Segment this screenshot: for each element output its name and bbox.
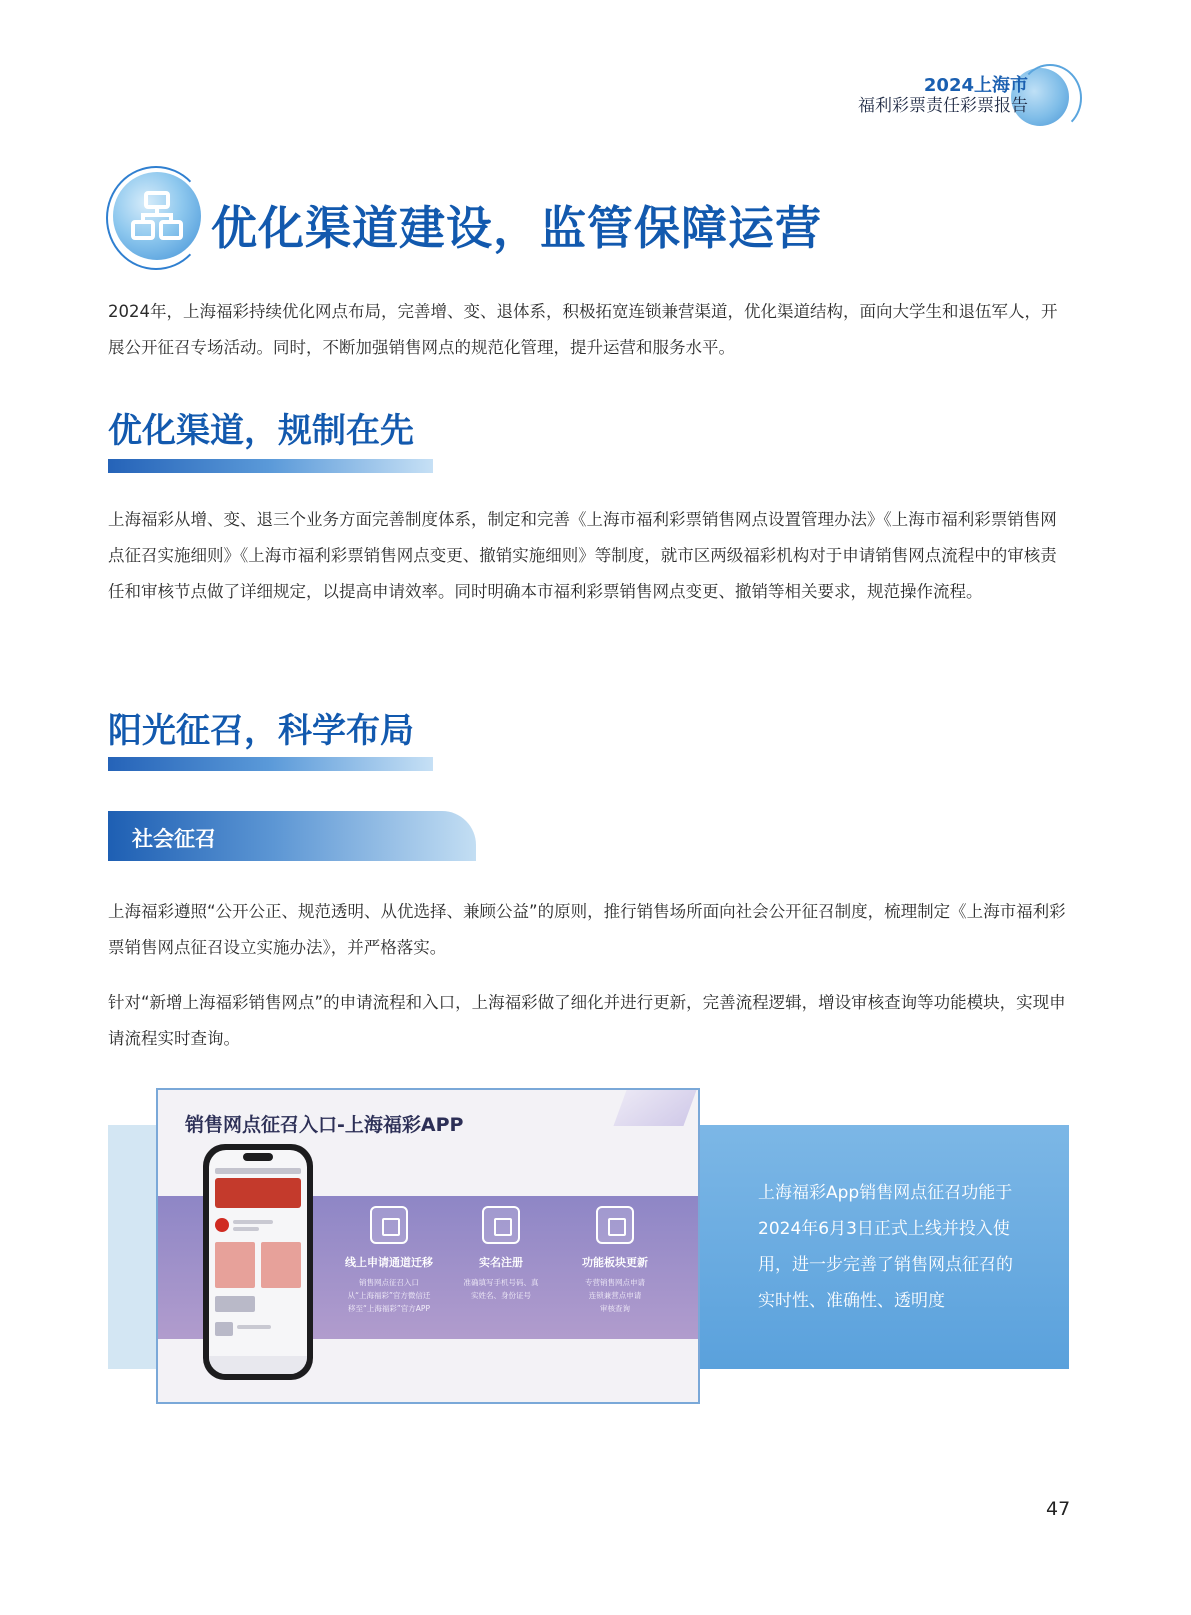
phone-thumb	[215, 1322, 233, 1336]
feature-real-name	[446, 1206, 556, 1302]
feature-desc-line: 专营销售网点申请	[585, 1278, 645, 1287]
phone-status-bar	[215, 1168, 301, 1174]
page-number: 47	[1046, 1498, 1071, 1520]
subsection-title-1: 优化渠道，规制在先	[108, 411, 414, 451]
subsection-underline-2	[108, 757, 433, 771]
header-year-city: 2024上海市	[923, 75, 1028, 96]
phone-text-line	[237, 1325, 271, 1329]
phone-app-banner	[215, 1178, 301, 1208]
screenshot-decor	[613, 1090, 696, 1126]
app-logo-icon	[215, 1218, 229, 1232]
org-chart-icon	[131, 190, 183, 242]
phone-notch	[243, 1153, 273, 1161]
building-icon	[596, 1206, 634, 1244]
app-screenshot	[156, 1088, 700, 1404]
feature-title: 线上申请通道迁移	[345, 1256, 433, 1269]
feature-desc-line: 从“上海福彩”官方微信迁	[347, 1291, 431, 1300]
figure-caption: 上海福彩App销售网点征召功能于2024年6月3日正式上线并投入使用，进一步完善了销售网点征召的实时性、准确性、透明度	[758, 1183, 1013, 1311]
feature-desc-line: 实姓名、身份证号	[471, 1291, 531, 1300]
phone-thumb	[215, 1296, 255, 1312]
report-header	[858, 76, 1028, 116]
id-card-icon	[482, 1206, 520, 1244]
social-recruit-tag	[108, 811, 476, 861]
feature-title: 功能板块更新	[582, 1256, 648, 1269]
feature-title: 实名注册	[479, 1256, 523, 1269]
subsection-title-2: 阳光征召，科学布局	[108, 711, 414, 751]
phone-text-line	[233, 1220, 273, 1224]
grid-app-icon	[370, 1206, 408, 1244]
feature-desc-line: 移至“上海福彩”官方APP	[348, 1304, 430, 1313]
feature-module-update	[560, 1206, 670, 1315]
phone-bottom-nav	[209, 1356, 307, 1374]
feature-desc-line: 连锁兼营点申请	[588, 1291, 642, 1300]
header-report-name: 福利彩票责任彩票报告	[858, 95, 1028, 116]
feature-desc-line: 审核查询	[600, 1304, 630, 1313]
tag-label: 社会征召	[132, 827, 216, 851]
phone-text-line	[233, 1227, 259, 1231]
section-title: 优化渠道建设，监管保障运营	[211, 201, 822, 255]
screenshot-title: 销售网点征召入口-上海福彩APP	[185, 1114, 464, 1136]
subsection-underline-1	[108, 459, 433, 473]
phone-card	[215, 1242, 255, 1288]
phone-screen	[209, 1150, 307, 1374]
subsection-paragraph-2a: 上海福彩遵照“公开公正、规范透明、从优选择、兼顾公益”的原则，推行销售场所面向社会公开征召制度，梳理制定《上海市福利彩票销售网点征召设立实施办法》，并严格落实。	[108, 902, 1066, 957]
feature-online-migration	[334, 1206, 444, 1315]
subsection-paragraph-2b: 针对“新增上海福彩销售网点”的申请流程和入口，上海福彩做了细化并进行更新，完善流程逻辑，增设审核查询等功能模块，实现申请流程实时查询。	[108, 993, 1066, 1048]
feature-desc-line: 准确填写手机号码、真	[463, 1278, 539, 1287]
subsection-paragraph-1: 上海福彩从增、变、退三个业务方面完善制度体系，制定和完善《上海市福利彩票销售网点设置管理办法》《上海市福利彩票销售网点征召实施细则》《上海市福利彩票销售网点变更、撤销实施细则》等制度，就市区两级福彩机构对于申请销售网点流程中的审核责任和审核节点做了详细规定，以提高申请效率。同时明确本市福利彩票销售网点变更、撤销等相关要求，规范操作流程。	[108, 510, 1057, 601]
feature-desc-line: 销售网点征召入口	[359, 1278, 419, 1287]
phone-card	[261, 1242, 301, 1288]
phone-mockup	[203, 1144, 313, 1380]
figure-left-band	[108, 1125, 158, 1369]
section-intro: 2024年，上海福彩持续优化网点布局，完善增、变、退体系，积极拓宽连锁兼营渠道，优化渠道结构，面向大学生和退伍军人，开展公开征召专场活动。同时，不断加强销售网点的规范化管理，提升运营和服务水平。	[108, 302, 1058, 357]
